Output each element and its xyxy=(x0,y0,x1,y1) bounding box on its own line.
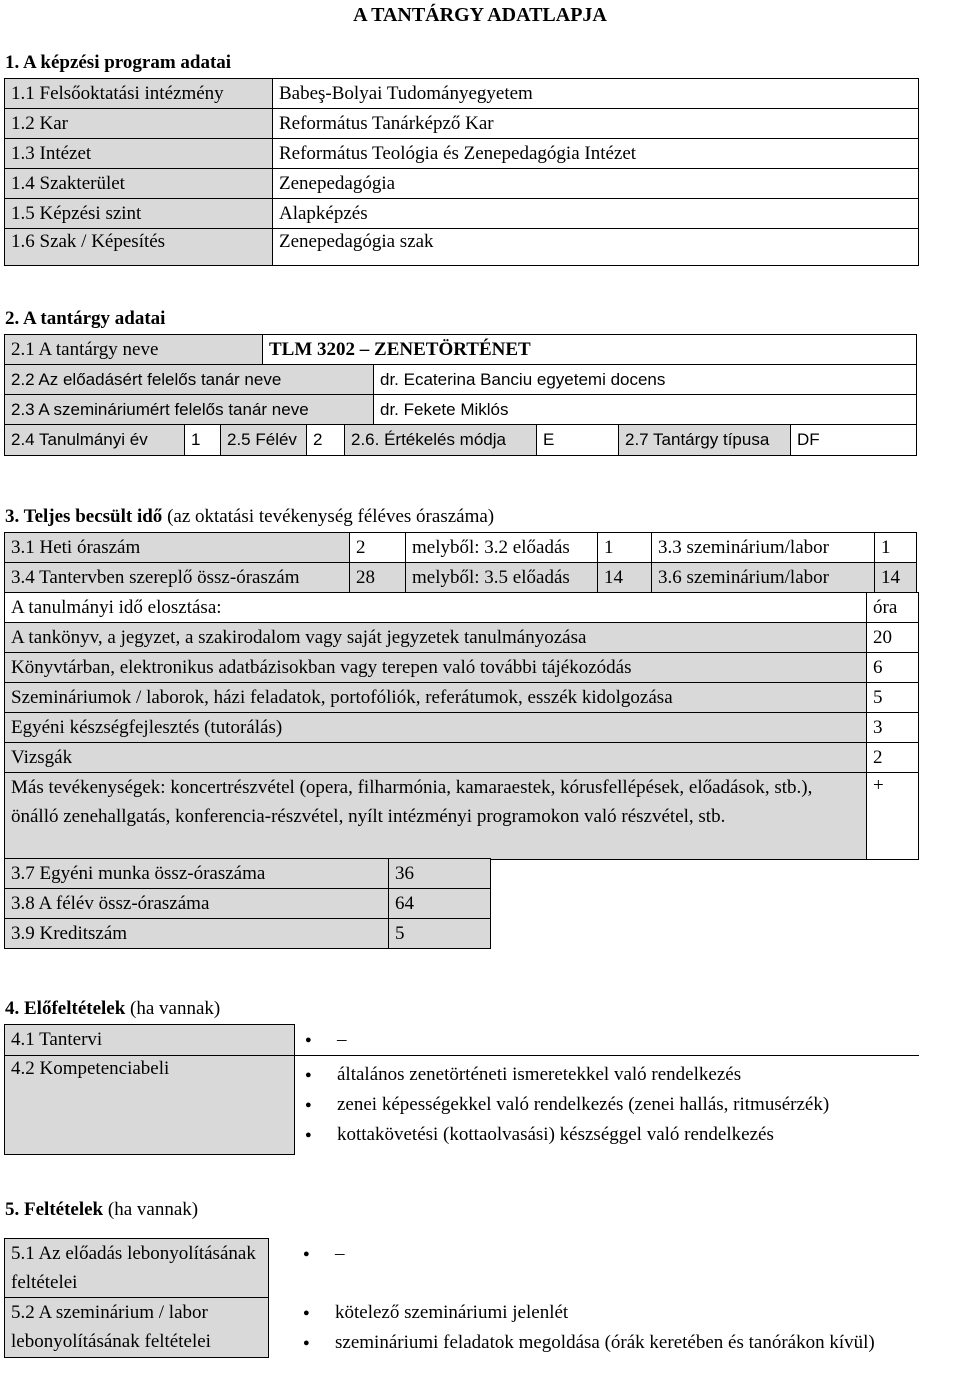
table-cell: 2.3 A szemináriumért felelős tanár neve xyxy=(5,395,374,425)
section-4-heading xyxy=(5,998,220,1020)
table-cell: 3.3 szeminárium/labor xyxy=(652,533,875,563)
table-cell: 5.2 A szeminárium / labor lebonyolításának feltételei xyxy=(5,1298,269,1358)
table-cell: 5 xyxy=(867,683,919,713)
table-cell xyxy=(269,1239,919,1298)
table-row xyxy=(5,1025,919,1056)
table-row xyxy=(5,169,919,199)
table-row xyxy=(5,563,917,593)
table-cell: 2.7 Tantárgy típusa xyxy=(619,425,791,456)
table-cell: dr. Fekete Miklós xyxy=(374,395,917,425)
list-item: ● általános zenetörténeti ismeretekkel való rendelkezés xyxy=(301,1060,913,1090)
list-item: ● – xyxy=(301,1025,913,1055)
document-title: A TANTÁRGY ADATLAPJA xyxy=(353,4,607,26)
course-name: TLM 3202 – ZENETÖRTÉNET xyxy=(263,335,917,365)
table-row xyxy=(5,683,919,713)
table-cell: 3.8 A félév össz-óraszáma xyxy=(5,889,389,919)
section-1-heading: 1. A képzési program adatai xyxy=(5,52,232,73)
table-cell: Vizsgák xyxy=(5,743,867,773)
table-row xyxy=(5,109,919,139)
table-cell: 5 xyxy=(389,919,491,949)
table-row xyxy=(5,593,919,623)
list-item: ● kottakövetési (kottaolvasási) készséggel való rendelkezés xyxy=(301,1120,913,1150)
table-row xyxy=(5,533,917,563)
bullet-list xyxy=(301,1025,913,1055)
table-row xyxy=(5,139,919,169)
table-cell: 2.1 A tantárgy neve xyxy=(5,335,263,365)
table-cell: 1.3 Intézet xyxy=(5,139,273,169)
course-meta-table xyxy=(4,424,917,456)
table-row xyxy=(5,1239,919,1298)
time-distribution-table xyxy=(4,592,919,860)
hours-table xyxy=(4,532,917,593)
table-cell xyxy=(295,1056,919,1155)
table-row xyxy=(5,653,919,683)
table-cell: 2.6. Értékelés módja xyxy=(345,425,537,456)
table-cell: A tankönyv, a jegyzet, a szakirodalom vagy saját jegyzetek tanulmányozása xyxy=(5,623,867,653)
table-row xyxy=(5,859,491,889)
table-cell: Más tevékenységek: koncertrészvétel (opera, filharmónia, kamaraestek, kórusfellépések, előadások, stb.), önálló zenehallgatás, konferencia-részvétel, nyílt intézményi programokon való részvétel, stb. xyxy=(5,773,867,860)
table-cell: 2 xyxy=(350,533,406,563)
section-5-heading-bold: 5. Feltételek xyxy=(5,1199,104,1220)
table-cell: 2 xyxy=(307,425,345,456)
table-cell: 1 xyxy=(185,425,221,456)
section-5-heading xyxy=(5,1199,198,1221)
bullet-list xyxy=(299,1298,913,1358)
table-cell: Szemináriumok / laborok, házi feladatok, portofóliók, referátumok, esszék kidolgozása xyxy=(5,683,867,713)
table-cell: 1.1 Felsőoktatási intézmény xyxy=(5,79,273,109)
table-cell: 2 xyxy=(867,743,919,773)
table-cell: 3.4 Tantervben szereplő össz-óraszám xyxy=(5,563,350,593)
table-cell: DF xyxy=(791,425,917,456)
section-4-heading-bold: 4. Előfeltételek xyxy=(5,998,126,1019)
table-row xyxy=(5,713,919,743)
table-cell: 20 xyxy=(867,623,919,653)
table-cell: 14 xyxy=(598,563,652,593)
table-cell: 1.6 Szak / Képesítés xyxy=(5,229,273,266)
bullet-list xyxy=(299,1239,912,1269)
table-cell: 3.7 Egyéni munka össz-óraszáma xyxy=(5,859,389,889)
table-cell: 1.2 Kar xyxy=(5,109,273,139)
course-teachers-table xyxy=(4,364,917,425)
table-cell: Zenepedagógia xyxy=(273,169,919,199)
table-cell: dr. Ecaterina Banciu egyetemi docens xyxy=(374,365,917,395)
section-5-heading-rest: (ha vannak) xyxy=(103,1199,199,1220)
table-cell: Református Teológia és Zenepedagógia Intézet xyxy=(273,139,919,169)
table-row xyxy=(5,1056,919,1155)
table-cell: melyből: 3.5 előadás xyxy=(406,563,598,593)
table-row xyxy=(5,623,919,653)
section-3-heading-bold: 3. Teljes becsült idő xyxy=(5,506,163,527)
table-cell: 6 xyxy=(867,653,919,683)
course-name-table xyxy=(4,334,917,365)
table-cell: 1.5 Képzési szint xyxy=(5,199,273,229)
table-cell: A tanulmányi idő elosztása: xyxy=(5,593,867,623)
table-cell: 1.4 Szakterület xyxy=(5,169,273,199)
table-cell: 3.1 Heti óraszám xyxy=(5,533,350,563)
section-3-heading xyxy=(5,506,494,528)
table-cell: 5.1 Az előadás lebonyolításának feltételei xyxy=(5,1239,269,1298)
table-cell: 3 xyxy=(867,713,919,743)
table-cell: 2.2 Az előadásért felelős tanár neve xyxy=(5,365,374,395)
table-cell: E xyxy=(537,425,619,456)
table-cell: Egyéni készségfejlesztés (tutorálás) xyxy=(5,713,867,743)
table-cell: 64 xyxy=(389,889,491,919)
table-cell: 1 xyxy=(598,533,652,563)
section-4-heading-rest: (ha vannak) xyxy=(125,998,221,1019)
bullet-list xyxy=(301,1060,913,1150)
table-cell: 1 xyxy=(875,533,917,563)
table-cell: Zenepedagógia szak xyxy=(273,229,919,266)
table-cell: 28 xyxy=(350,563,406,593)
table-cell xyxy=(295,1025,919,1056)
table-row xyxy=(5,335,917,365)
table-cell: Könyvtárban, elektronikus adatbázisokban vagy terepen való további tájékozódás xyxy=(5,653,867,683)
table-row xyxy=(5,229,919,266)
table-cell: 36 xyxy=(389,859,491,889)
table-row xyxy=(5,365,917,395)
table-cell: 14 xyxy=(875,563,917,593)
table-row xyxy=(5,395,917,425)
section-3-heading-rest: (az oktatási tevékenység féléves óraszáma) xyxy=(162,506,495,527)
table-row xyxy=(5,773,919,860)
list-item: ● – xyxy=(299,1239,912,1269)
table-row xyxy=(5,1298,919,1358)
table-row xyxy=(5,919,491,949)
list-item: ● zenei képességekkel való rendelkezés (zenei hallás, ritmusérzék) xyxy=(301,1090,913,1120)
section-2-heading: 2. A tantárgy adatai xyxy=(5,308,166,329)
table-cell: Babeş-Bolyai Tudományegyetem xyxy=(273,79,919,109)
table-cell: Alapképzés xyxy=(273,199,919,229)
list-item: ● szemináriumi feladatok megoldása (órák keretében és tanórákon kívül) xyxy=(299,1328,913,1358)
table-cell: melyből: 3.2 előadás xyxy=(406,533,598,563)
table-row xyxy=(5,199,919,229)
table-cell xyxy=(269,1298,919,1358)
table-cell: 4.2 Kompetenciabeli xyxy=(5,1056,295,1155)
table-cell: 3.9 Kreditszám xyxy=(5,919,389,949)
table-cell: Református Tanárképző Kar xyxy=(273,109,919,139)
program-data-table xyxy=(4,78,919,266)
table-cell: + xyxy=(867,773,919,860)
table-cell: 3.6 szeminárium/labor xyxy=(652,563,875,593)
table-cell: 2.5 Félév xyxy=(221,425,307,456)
table-row xyxy=(5,743,919,773)
table-cell: 2.4 Tanulmányi év xyxy=(5,425,185,456)
table-row xyxy=(5,889,491,919)
table-row xyxy=(5,79,919,109)
table-cell: 4.1 Tantervi xyxy=(5,1025,295,1056)
hours-summary-table xyxy=(4,858,491,949)
prerequisites-table xyxy=(4,1024,919,1155)
table-row xyxy=(5,425,917,456)
list-item: ● kötelező szemináriumi jelenlét xyxy=(299,1298,913,1328)
table-cell: óra xyxy=(867,593,919,623)
conditions-table xyxy=(4,1238,919,1358)
